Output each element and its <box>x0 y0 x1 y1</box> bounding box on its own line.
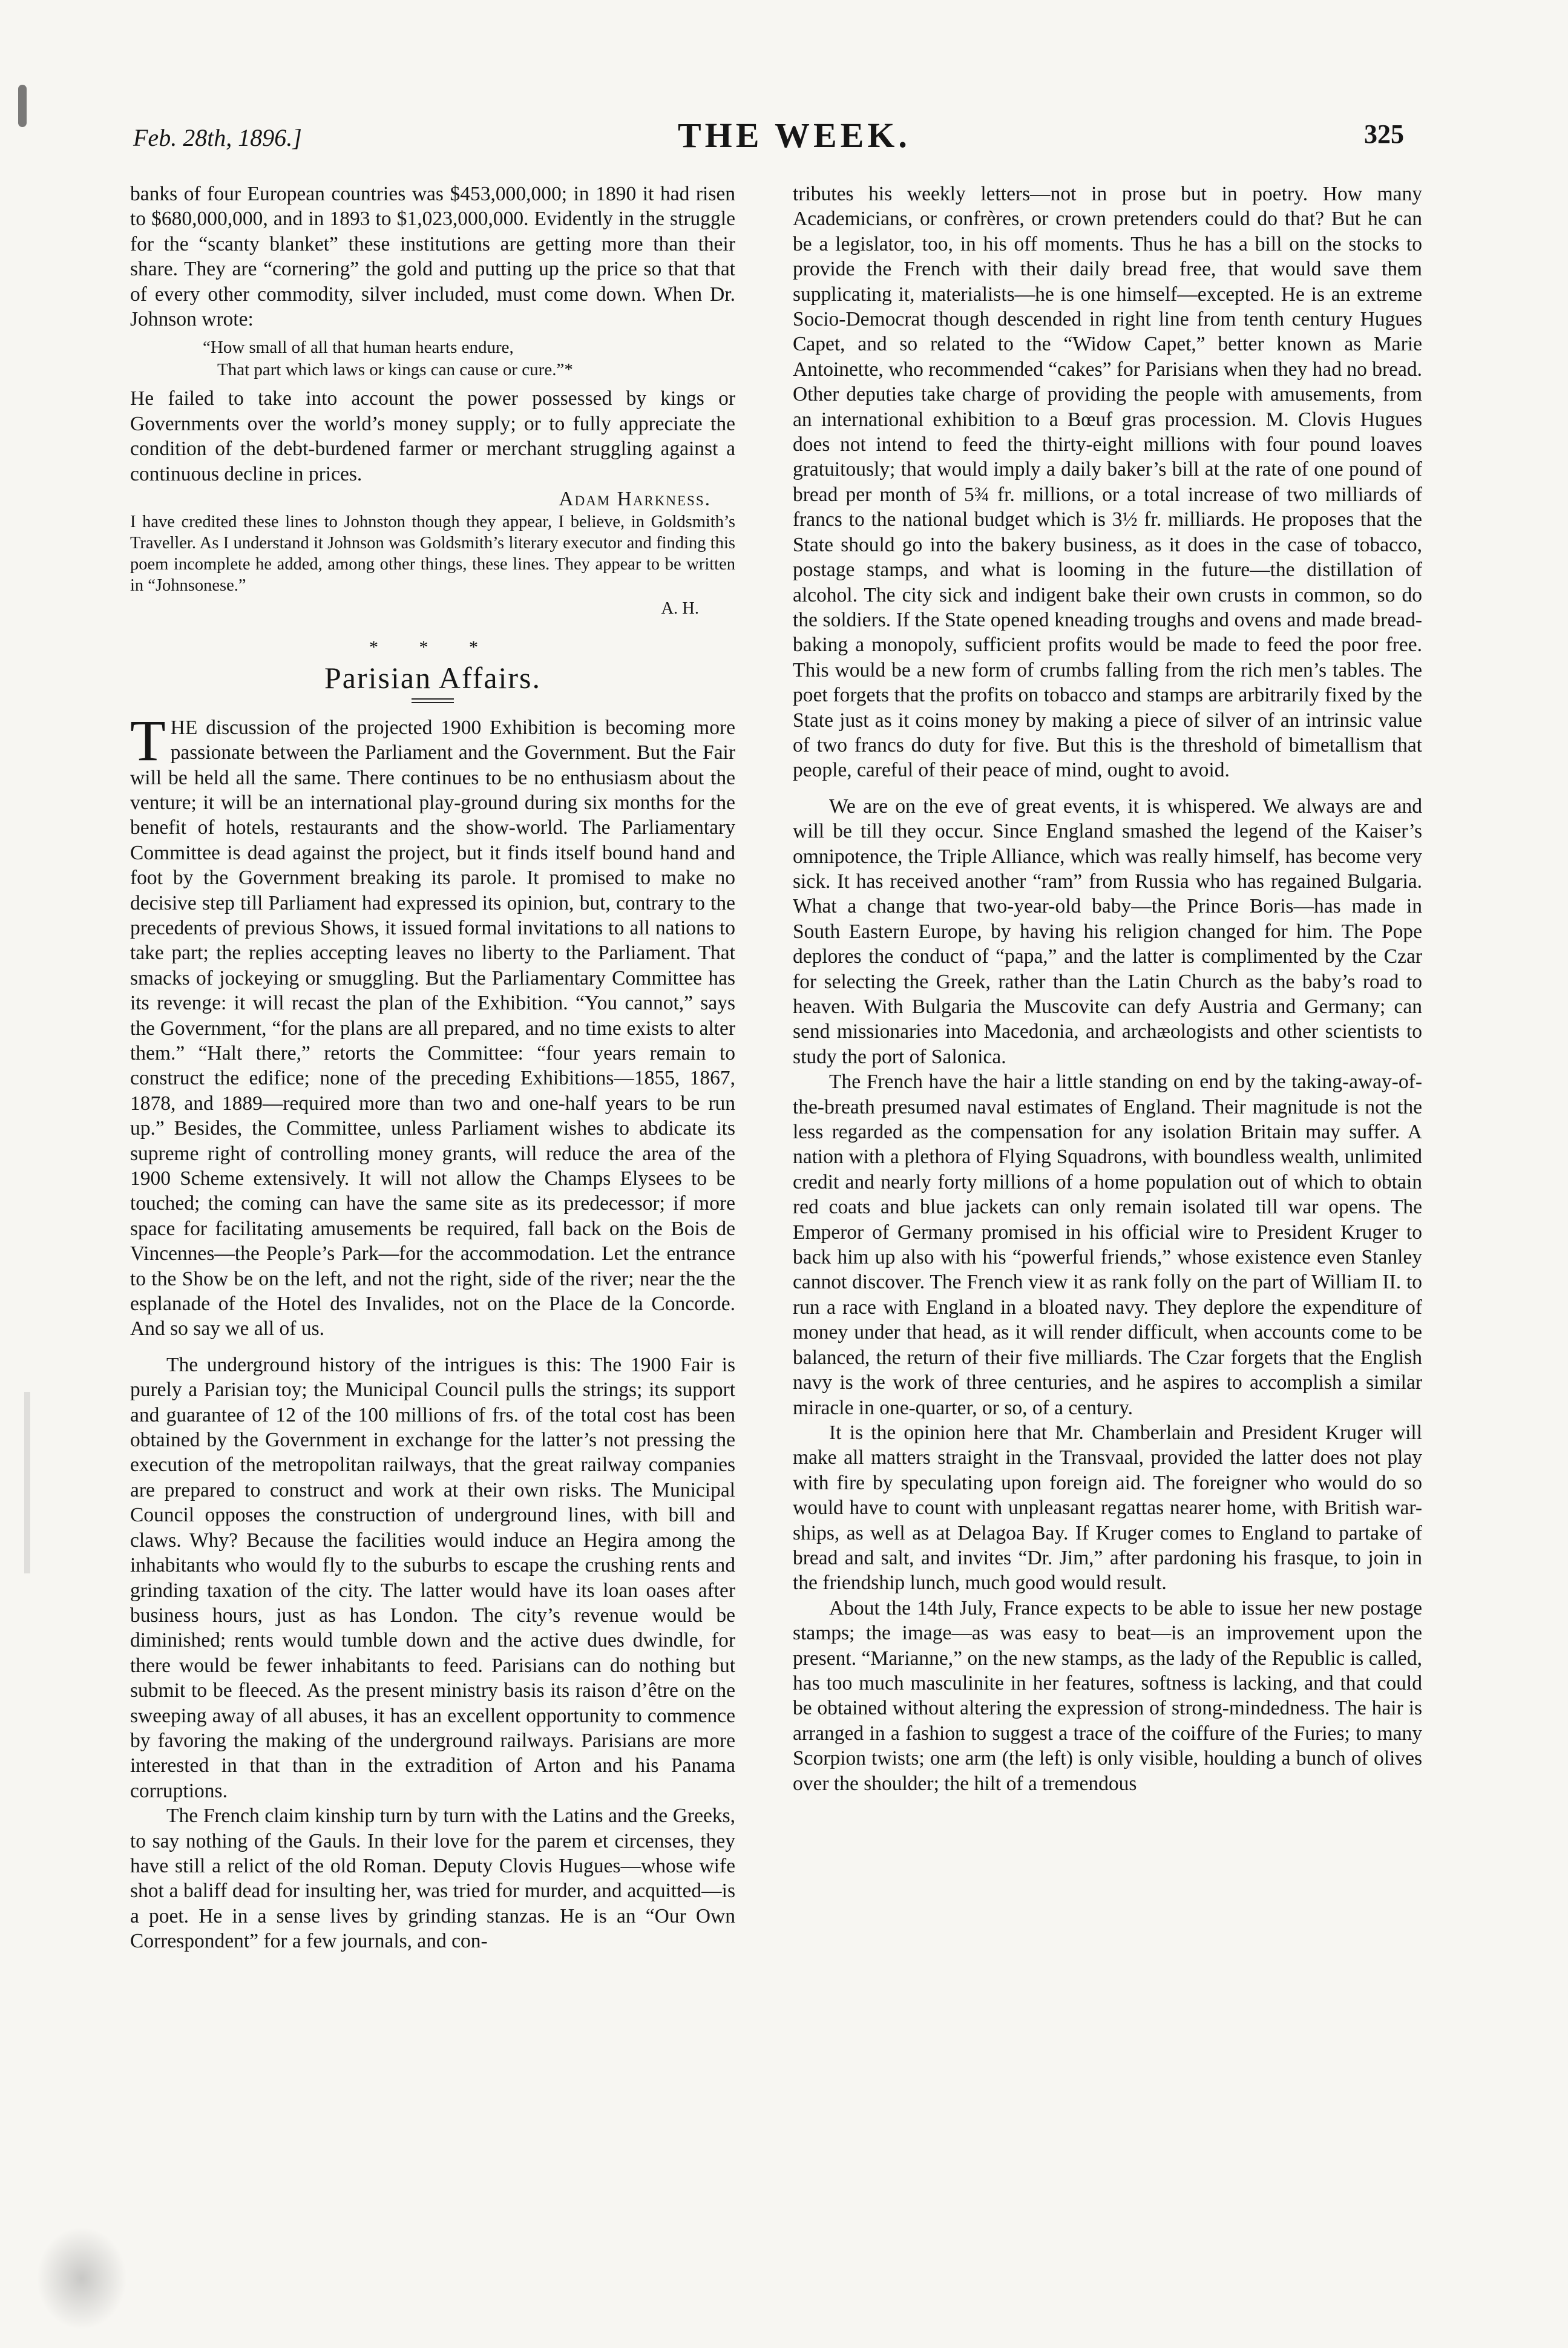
header-date: Feb. 28th, 1896.] <box>133 124 302 151</box>
page-blemish <box>24 1392 30 1573</box>
paragraph: The French have the hair a little standing on end by the taking-away-of-the-breath presumed naval estimates of England. Their magnitude is not the less regarded as the compensation for any isolation Britain may suffer. A nation with a plethora of Flying Squadrons, with boundless wealth, unlimited credit and nearly forty millions of a home population out of which to obtain red coats and blue jackets can only remain isolated till war opens. The Emperor of Germany promised in his official wire to President Kruger to back him up also with his “powerful friends,” whose existence even Stanley cannot discover. The French view it as rank folly on the part of William II. to run a race with England in a bloated navy. They deplore the expenditure of money under that head, as it will render difficult, when accounts come to be balanced, the return of their five milliards. The Czar forgets that the English navy is the work of three centuries, and he aspires to accomplish a similar miracle in one-quarter, or so, of a century. <box>793 1071 1422 1419</box>
paragraph: He failed to take into account the power possessed by kings or Governments over the world’s money supply; or to fully appreciate the condition of the debt-burdened farmer or merchant struggling against a continuous decline in prices. <box>130 387 735 485</box>
masthead-title: THE WEEK. <box>678 116 911 155</box>
footnote-signature: A. H. <box>661 599 699 618</box>
quote-line: That part which laws or kings can cause or cure.”* <box>217 360 573 380</box>
paragraph: About the 14th July, France expects to be able to issue her new postage stamps; the image—as was easy to beat—is an improvement upon the present. “Marianne,” on the new stamps, as the lady of the Republic is called, has too much masculinite in her features, softness is lacking, and that could be obtained without altering the expression of strong-mindedness. The hair is arranged in a fashion to suggest a trace of the coiffure of the Furies; to many Scorpion twists; one arm (the left) is only visible, houlding a bunch of olives over the shoulder; the hilt of a tremendous <box>793 1596 1422 1795</box>
paragraph: tributes his weekly letters—not in prose but in poetry. How many Academicians, or confrères, or crown pretenders could do that? But he can be a legislator, too, in his off moments. Thus he has a bill on the stocks to provide the French with their daily bread free, that would save them supplicating it, materialists—he is one himself—excepted. He is an extreme Socio-Democrat though descended in right line from tenth century Hugues Capet, and so related to the “Widow Capet,” better known as Marie Antoinette, who recommended “cakes” for Parisians when they had no bread. Other deputies take charge of providing the people with amusements, from an international exhibition to a Bœuf gras procession. M. Clovis Hugues does not intend to feed the thirty-eight millions with four pound loaves gratuitously; that would imply a daily baker’s bill at the rate of one pound of bread per month of 5¾ fr. millions, or a total increase of two milliards of francs to the national budget which is 3½ fr. milliards. He proposes that the State should go into the bakery business, as it does in the case of tobacco, postage stamps, and what is looming in the future—the distillation of alcohol. The city sick and indigent bake their own crusts in common, so do the soldiers. If the State opened kneading troughs and ovens and made bread-baking a monopoly, sufficient profits would be made to feed the poor free. This would be a new form of crumbs falling from the rich men’s tables. The poet forgets that the profits on tobacco and stamps are arbitrarily fixed by the State just as it coins money by making a piece of silver of an intrinsic value of two francs do duty for five. But this is the threshold of bimetallism that people, careful of their peace of mind, ought to avoid. <box>793 183 1423 782</box>
section-title: Parisian Affairs. <box>324 661 542 695</box>
left-column <box>130 182 735 1954</box>
johnson-quote <box>203 336 735 381</box>
quote-line: “How small of all that human hearts endure, <box>203 338 514 358</box>
page-blemish <box>18 85 27 127</box>
paragraph <box>130 707 735 1342</box>
right-column <box>793 182 1422 1796</box>
drop-cap: T <box>130 707 166 773</box>
page-number: 325 <box>1364 119 1404 149</box>
intro-paragraph: banks of four European countries was $453,000,000; in 1890 it had risen to $680,000,000, and in 1893 to $1,023,000,000. Evidently in the struggle for the “scanty blanket” these institutions are getting more than their share. They are “cornering” the gold and putting up the price so that that of every other commodity, silver included, must come down. When Dr. Johnson wrote: <box>130 183 735 331</box>
page-blemish <box>36 2227 127 2330</box>
spacer <box>793 783 1422 794</box>
paragraph: The underground history of the intrigues is this: The 1900 Fair is purely a Parisian toy; the Municipal Council pulls the strings; its support and guarantee of 12 of the 100 millions of frs. of the total cost has been obtained by the Government in exchange for the latter’s not pressing the execution of the metropolitan railways, that the great railway companies are prepared to construct and work at their own risks. The Municipal Council opposes the construction of underground lines, with bill and claws. Why? Because the facilities would induce an Hegira among the inhabitants who would fly to the suburbs to escape the crushing rents and grinding taxation of the city. The latter would have its loan oases after business hours, just as has London. The city’s revenue would be diminished; rents would tumble down and the active dues dwindle, for there would be fewer inhabitants to feed. Parisians can do nothing but submit to be fleeced. As the present ministry basis its raison d’être on the sweeping away of all abuses, it has an excellent opportunity to commence by favoring the making of the underground railways. Parisians are more interested in that than in the extradition of Arton and his Panama corruptions. <box>130 1353 735 1802</box>
spacer <box>130 1342 735 1353</box>
author-signature: Adam Harkness. <box>559 488 711 511</box>
footnote: I have credited these lines to Johnston though they appear, I believe, in Goldsmith’s Traveller. As I understand it Johnson was Goldsmith’s literary executor and finding this poem incomplete he added, among other things, these lines. They appear to be written in “Johnsonese.” <box>130 513 735 595</box>
paragraph: The French claim kinship turn by turn with the Latins and the Greeks, to say nothing of the Gauls. In their love for the parem et circenses, they have still a relict of the old Roman. Deputy Clovis Hugues—whose wife shot a baliff dead for insulting her, was tried for murder, and acquitted—is a poet. He in a sense lives by grinding stanzas. He is an “Our Own Correspondent” for a few journals, and con- <box>130 1805 735 1953</box>
section-separator: * * * <box>369 637 496 657</box>
paragraph-text: HE discussion of the projected 1900 Exhibition is becoming more passionate between the Parliament and the Government. But the Fair will be held all the same. There continues to be no enthusiasm about the venture; it will be an international play-ground during six months for the benefit of hotels, restaurants and the show-world. The Parliamentary Committee is dead against the project, but it finds itself bound hand and foot by the Government breaking its parole. It promised to make no decisive step till Parliament had expressed its opinion, but, contrary to the precedents of previous Shows, it issued formal invitations to all nations to take part; the replies accepting leaves no liberty to the Parliament. That smacks of jockeying or smuggling. But the Parliamentary Committee has its revenge: it will recast the plan of the Exhibition. “You cannot,” says the Government, “for the plans are all prepared, and no time exists to alter them.” “Halt there,” retorts the Committee: “four years remain to construct the edifice; none of the preceding Exhibitions—1855, 1867, 1878, and 1889—required more than two and one-half years to be run up.” Besides, the Committee, unless Parliament wishes to abdicate its supreme right of controlling money grants, will reduce the area of the 1900 Scheme extensively. It will not allow the Champs Elysees to be touched; the coming can have the same site as its predecessor; if more space for facilitating amusements be required, fall back on the Bois de Vincennes—the People’s Park—for the accommodation. Let the entrance to the Show be on the left, and not the right, side of the river; near the the esplanade of the Hotel des Invalides, not on the Place de la Concorde. And so say we all of us. <box>130 716 735 1340</box>
paragraph: It is the opinion here that Mr. Chamberlain and President Kruger will make all matters straight in the Transvaal, provided the latter does not play with fire by speculating upon foreign aid. The foreigner who would do so would have to count with unpleasant regattas nearer home, with British war-ships, as well as at Delagoa Bay. If Kruger comes to England to partake of bread and salt, and invites “Dr. Jim,” after pardoning his frasque, to join in the friendship lunch, much good would result. <box>793 1421 1422 1595</box>
paragraph: We are on the eve of great events, it is whispered. We always are and will be till they occur. Since England smashed the legend of the Kaiser’s omnipotence, the Triple Alliance, which was really himself, has become very sick. It has received another “ram” from Russia who has regained Bulgaria. What a change that two-year-old baby—the Prince Boris—has made in South Eastern Europe, by having his religion changed for him. The Pope deplores the conduct of “papa,” and the latter is complimented by the Czar for selecting the Greek, rather than the Latin Church as the baby’s road to heaven. With Bulgaria the Muscovite can defy Austria and Germany; can send missionaries into Macedonia, and archæologists and other scientists to study the port of Salonica. <box>793 795 1422 1068</box>
title-rule <box>412 698 454 703</box>
page-header <box>133 115 1404 169</box>
